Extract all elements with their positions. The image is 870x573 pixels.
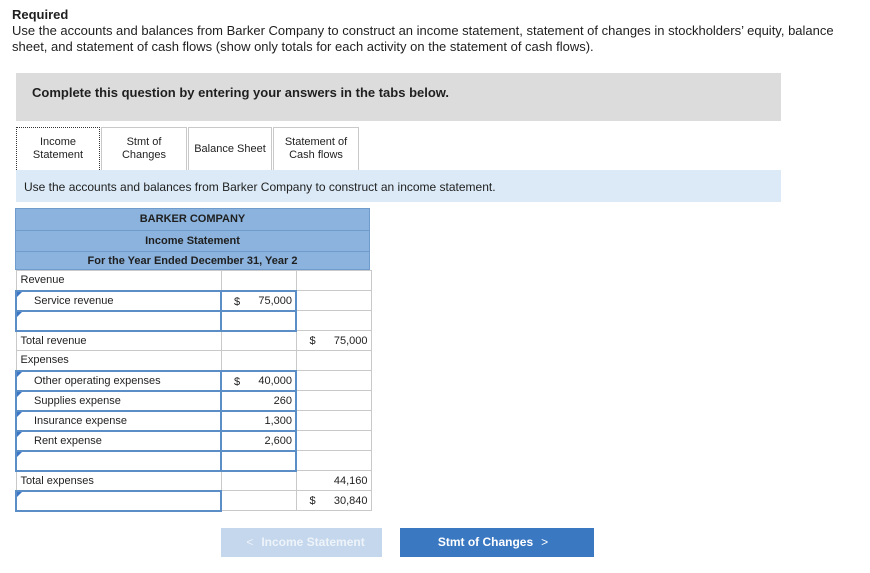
- input-flag-icon: [17, 292, 22, 297]
- tab-instruction: Use the accounts and balances from Barker Company to construct an income statement.: [16, 170, 781, 202]
- table-row: [16, 431, 371, 451]
- expenses-section-label: Expenses: [16, 351, 221, 371]
- table-row: [16, 491, 371, 511]
- tab-balance-sheet[interactable]: Balance Sheet: [188, 127, 272, 170]
- total-revenue-label: Total revenue: [16, 331, 221, 351]
- service-revenue-amount-field[interactable]: $ 75,000: [221, 291, 296, 311]
- supplies-amount-field[interactable]: 260: [221, 391, 296, 411]
- rent-amount-field[interactable]: 2,600: [221, 431, 296, 451]
- input-flag-icon: [17, 312, 22, 317]
- tab-income-statement[interactable]: Income Statement: [16, 127, 100, 170]
- insurance-account-field[interactable]: Insurance expense: [16, 411, 221, 431]
- service-revenue-account-field[interactable]: Service revenue: [16, 291, 221, 311]
- table-row: [16, 331, 371, 351]
- table-row: [16, 451, 371, 471]
- revenue-blank-account-field[interactable]: [16, 311, 221, 331]
- input-flag-icon: [17, 492, 22, 497]
- table-row: [16, 311, 371, 331]
- expense-blank-account-field[interactable]: [16, 451, 221, 471]
- total-expenses-amount: 44,160: [296, 471, 371, 491]
- insurance-amount-field[interactable]: 1,300: [221, 411, 296, 431]
- input-flag-icon: [17, 412, 22, 417]
- input-flag-icon: [17, 432, 22, 437]
- revenue-blank-amount-field[interactable]: [221, 311, 296, 331]
- tab-statement-of-cash-flows[interactable]: Statement of Cash flows: [273, 127, 359, 170]
- company-name: BARKER COMPANY: [15, 208, 370, 230]
- statement-title: Income Statement: [15, 230, 370, 251]
- required-heading: Required: [12, 7, 69, 22]
- question-banner: Complete this question by entering your answers in the tabs below.: [16, 73, 781, 121]
- tab-bar: [16, 127, 360, 170]
- input-flag-icon: [17, 392, 22, 397]
- table-row: [16, 411, 371, 431]
- total-revenue-amount: $ 75,000: [296, 331, 371, 351]
- net-income-label-field[interactable]: [16, 491, 221, 511]
- chevron-left-icon: <: [246, 535, 254, 549]
- prev-tab-button[interactable]: < Income Statement: [221, 528, 382, 557]
- table-row: [16, 271, 371, 291]
- supplies-account-field[interactable]: Supplies expense: [16, 391, 221, 411]
- table-row: [16, 291, 371, 311]
- chevron-right-icon: >: [541, 535, 549, 549]
- input-flag-icon: [17, 452, 22, 457]
- table-row: [16, 351, 371, 371]
- other-operating-amount-field[interactable]: $ 40,000: [221, 371, 296, 391]
- input-flag-icon: [17, 372, 22, 377]
- income-statement-table: [15, 270, 372, 512]
- net-income-amount: $ 30,840: [296, 491, 371, 511]
- table-row: [16, 471, 371, 491]
- next-tab-button[interactable]: Stmt of Changes >: [400, 528, 594, 557]
- table-row: [16, 371, 371, 391]
- tab-stmt-of-changes[interactable]: Stmt of Changes: [101, 127, 187, 170]
- expense-blank-amount-field[interactable]: [221, 451, 296, 471]
- table-row: [16, 391, 371, 411]
- total-expenses-label: Total expenses: [16, 471, 221, 491]
- rent-account-field[interactable]: Rent expense: [16, 431, 221, 451]
- statement-period: For the Year Ended December 31, Year 2: [15, 251, 370, 270]
- revenue-section-label: Revenue: [16, 271, 221, 291]
- other-operating-account-field[interactable]: Other operating expenses: [16, 371, 221, 391]
- required-instructions: Use the accounts and balances from Barker Company to construct an income statement, statement of changes in stockholders’ equity, balance sheet, and statement of cash flows (show only totals for each activity on the statement of cash flows).: [12, 23, 834, 54]
